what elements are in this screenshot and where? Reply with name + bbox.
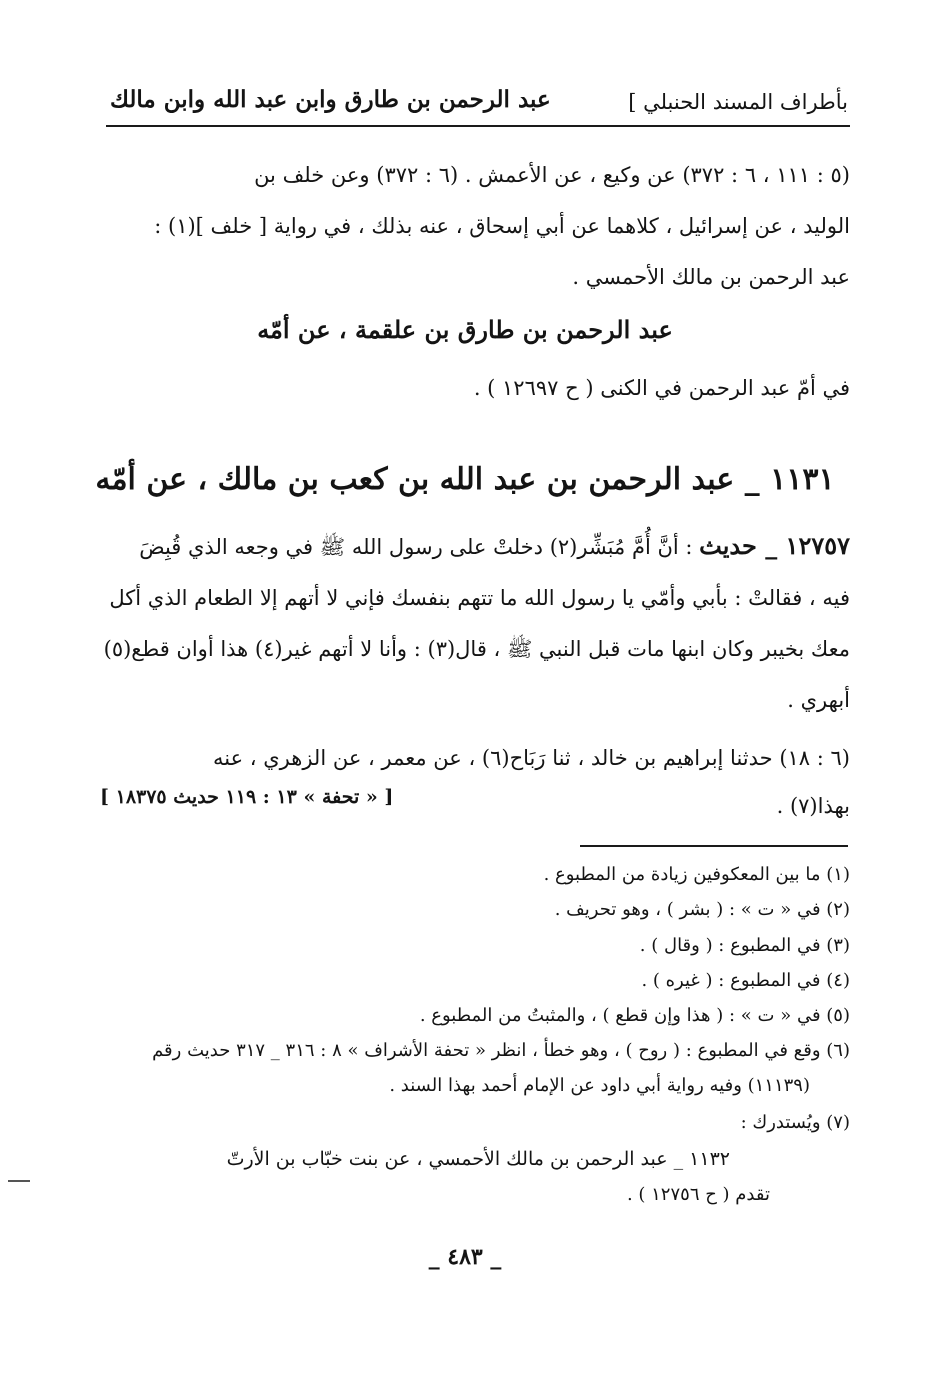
intro-line: الوليد ، عن إسرائيل ، كلاهما عن أبي إسحاق ، عنه بذلك ، في رواية [ خلف ](١) : bbox=[154, 214, 850, 238]
hadith-paragraph bbox=[103, 520, 850, 726]
hadith-line bbox=[106, 520, 850, 573]
page-number: _ ٤٨٣ _ bbox=[428, 1244, 502, 1270]
hadith-line: فيه ، فقالتْ : بأبي وأمّي يا رسول الله ما تتهم بنفسك فإني لا أتهم إلا الطعام الذي أكل bbox=[109, 586, 850, 610]
footnote-6-continued: (١١١٣٩) وفيه رواية أبي داود عن الإمام أحمد بهذا السند . bbox=[389, 1075, 810, 1096]
tuhfa-reference: [ « تحفة » ١٣ : ١١٩ حديث ١٨٣٧٥ ] bbox=[100, 786, 394, 808]
hadith-line: معك بخيبر وكان ابنها مات قبل النبي ﷺ ، قال(٣) : وأنا لا أتهم غير(٤) هذا أوان قطع(٥) bbox=[103, 637, 850, 661]
subheading-title: عبد الرحمن بن طارق بن علقمة ، عن أمّه bbox=[257, 315, 673, 344]
running-header-section: عبد الرحمن بن طارق وابن عبد الله وابن مالك bbox=[110, 86, 551, 113]
running-header-book: بأطراف المسند الحنبلي ] bbox=[628, 90, 848, 114]
hadith-line: أبهري . bbox=[787, 688, 850, 712]
intro-line: عبد الرحمن بن مالك الأحمسي . bbox=[572, 265, 850, 289]
chain-paragraph bbox=[106, 734, 850, 830]
footnote-separator bbox=[580, 845, 848, 847]
intro-line: (٥ : ١١١ ، ٦ : ٣٧٢) عن وكيع ، عن الأعمش . (٦ : ٣٧٢) وعن خلف بن bbox=[254, 163, 850, 187]
hadith-number: ١٢٧٥٧ _ حديث bbox=[699, 531, 850, 560]
intro-paragraph bbox=[106, 150, 850, 303]
footnote-4: (٤) في المطبوع : ( غيره ) . bbox=[641, 970, 850, 991]
subheading-reference bbox=[106, 368, 850, 408]
footnote-7-reference: تقدم ( ح ١٢٧٥٦ ) . bbox=[626, 1184, 770, 1205]
footnote-5: (٥) في « ت » : ( هذا وإن قطع ) ، والمثبتُ من المطبوع . bbox=[419, 1005, 850, 1026]
footnote-1: (١) ما بين المعكوفين زيادة من المطبوع . bbox=[543, 864, 850, 885]
footnote-6: (٦) وقع في المطبوع : ( روح ) ، وهو خطأ ، انظر « تحفة الأشراف » ٨ : ٣١٦ _ ٣١٧ حديث رقم bbox=[152, 1040, 850, 1061]
chain-line: بهذا(٧) . bbox=[776, 794, 850, 818]
footnote-2: (٢) في « ت » : ( بشر ) ، وهو تحريف . bbox=[554, 899, 850, 920]
hadith-text: : أنَّ أُمَّ مُبَشِّر(٢) دخلتْ على رسول الله ﷺ في وجعه الذي قُبِضَ bbox=[139, 535, 693, 559]
footnote-7-entry: ١١٣٢ _ عبد الرحمن بن مالك الأحمسي ، عن بنت خبّاب بن الأرتّ bbox=[226, 1148, 730, 1170]
margin-mark bbox=[8, 1180, 30, 1182]
main-heading: ١١٣١ _ عبد الرحمن بن عبد الله بن كعب بن مالك ، عن أمّه bbox=[95, 462, 835, 497]
footnote-3: (٣) في المطبوع : ( وقال ) . bbox=[639, 935, 850, 956]
chain-line: (٦ : ١٨) حدثنا إبراهيم بن خالد ، ثنا رَبَاح(٦) ، عن معمر ، عن الزهري ، عنه bbox=[212, 746, 850, 770]
footnote-7: (٧) ويُستدرك : bbox=[740, 1112, 850, 1133]
header-rule bbox=[106, 125, 850, 127]
subheading-ref-line: في أمّ عبد الرحمن في الكنى ( ح ١٢٦٩٧ ) . bbox=[473, 376, 850, 400]
